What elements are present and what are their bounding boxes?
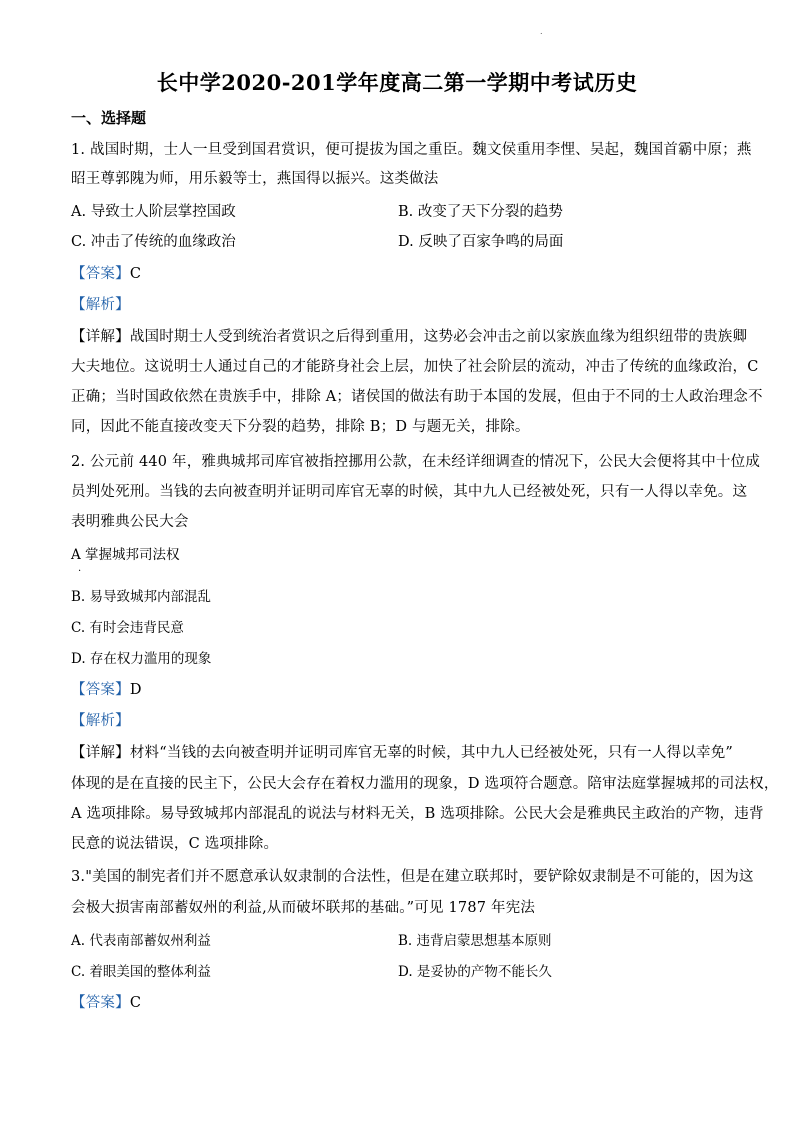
q2-stem-line-3: 表明雅典公民大会 bbox=[71, 514, 189, 530]
q2-stem-line-1: 2. 公元前 440 年，雅典城邦司库官被指控挪用公款，在未经详细调查的情况下，公民大会便将其中十位成 bbox=[71, 454, 761, 470]
q1-option-a: A. 导致士人阶层掌控国政 bbox=[71, 204, 236, 220]
q1-detail-line-4: 同，因此不能直接改变天下分裂的趋势，排除 B；D 与题无关，排除。 bbox=[71, 419, 530, 435]
q2-analysis-tag: 【解析】 bbox=[71, 713, 130, 729]
q2-option-a: A 掌握城邦司法权 bbox=[71, 547, 180, 563]
q2-detail-line-2: 体现的是在直接的民主下，公民大会存在着权力滥用的现象，D 选项符合题意。陪审法庭掌握城邦的司法权， bbox=[71, 776, 779, 792]
q2-detail-tag: 【详解】 bbox=[71, 745, 130, 761]
q2-option-a-dot: . bbox=[78, 563, 82, 574]
q1-answer-tag: 【答案】 bbox=[71, 266, 130, 282]
q1-option-d: D. 反映了百家争鸣的局面 bbox=[398, 234, 564, 250]
q1-option-b: B. 改变了天下分裂的趋势 bbox=[398, 204, 563, 220]
q1-detail-line-3: 正确；当时国政依然在贵族手中，排除 A；诸侯国的做法有助于本国的发展，但由于不同的士人政治理念不 bbox=[71, 389, 763, 405]
q3-option-a: A. 代表南部蓄奴州利益 bbox=[71, 933, 211, 949]
q2-answer-tag: 【答案】 bbox=[71, 682, 130, 698]
q1-stem-line-1: 1. 战国时期，士人一旦受到国君赏识，便可提拔为国之重臣。魏文侯重用李悝、吴起，魏国首霸中原；燕 bbox=[71, 142, 752, 158]
q2-option-b: B. 易导致城邦内部混乱 bbox=[71, 589, 212, 605]
q3-option-c: C. 着眼美国的整体利益 bbox=[71, 964, 211, 980]
q1-answer bbox=[71, 263, 141, 285]
corner-mark: . bbox=[540, 27, 543, 36]
q2-analysis bbox=[71, 710, 130, 732]
q1-analysis-tag: 【解析】 bbox=[71, 297, 130, 313]
q3-answer-value: C bbox=[129, 995, 142, 1011]
q3-option-b: B. 违背启蒙思想基本原则 bbox=[398, 933, 552, 949]
q1-detail-text-1: 战国时期士人受到统治者赏识之后得到重用，这势必会冲击之前以家族血缘为组织纽带的贵族卿 bbox=[129, 329, 748, 345]
q2-answer-value: D bbox=[129, 682, 142, 698]
q1-detail-line-1 bbox=[71, 326, 747, 348]
q2-detail-line-1 bbox=[71, 742, 733, 764]
q1-answer-value: C bbox=[129, 266, 142, 282]
q1-option-c: C. 冲击了传统的血缘政治 bbox=[71, 234, 236, 250]
q2-option-c: C. 有时会违背民意 bbox=[71, 620, 184, 636]
q2-detail-line-3: A 选项排除。易导致城邦内部混乱的说法与材料无关，B 选项排除。公民大会是雅典民主政治的产物，违背 bbox=[71, 806, 764, 822]
q2-detail-text-1: 材料“当钱的去向被查明并证明司库官无辜的时候，其中九人已经被处死，只有一人得以幸免” bbox=[129, 745, 734, 761]
q2-answer bbox=[71, 679, 142, 701]
q2-stem-line-2: 员判处死刑。当钱的去向被查明并证明司库官无辜的时候，其中九人已经被处死，只有一人得以幸免。这 bbox=[71, 484, 748, 500]
q3-answer bbox=[71, 992, 141, 1014]
q1-detail-tag: 【详解】 bbox=[71, 329, 130, 345]
page-title: 长中学2020-201学年度高二第一学期中考试历史 bbox=[156, 70, 638, 95]
q3-option-d: D. 是妥协的产物不能长久 bbox=[398, 964, 552, 980]
q3-stem-line-1: 3."美国的制宪者们并不愿意承认奴隶制的合法性，但是在建立联邦时，要铲除奴隶制是不可能的，因为这 bbox=[71, 869, 754, 885]
section-heading: 一、选择题 bbox=[71, 109, 147, 127]
q3-answer-tag: 【答案】 bbox=[71, 995, 130, 1011]
q2-detail-line-4: 民意的说法错误，C 选项排除。 bbox=[71, 836, 279, 852]
q3-stem-line-2: 会极大损害南部蓄奴州的利益,从而破坏联邦的基础。”可见 1787 年宪法 bbox=[71, 900, 536, 916]
q1-analysis bbox=[71, 294, 130, 316]
q1-detail-line-2: 大夫地位。这说明士人通过自己的才能跻身社会上层，加快了社会阶层的流动，冲击了传统的血缘政治，C bbox=[71, 359, 759, 375]
q2-option-d: D. 存在权力滥用的现象 bbox=[71, 651, 212, 667]
q1-stem-line-2: 昭王尊郭隗为师，用乐毅等士，燕国得以振兴。这类做法 bbox=[71, 171, 439, 187]
